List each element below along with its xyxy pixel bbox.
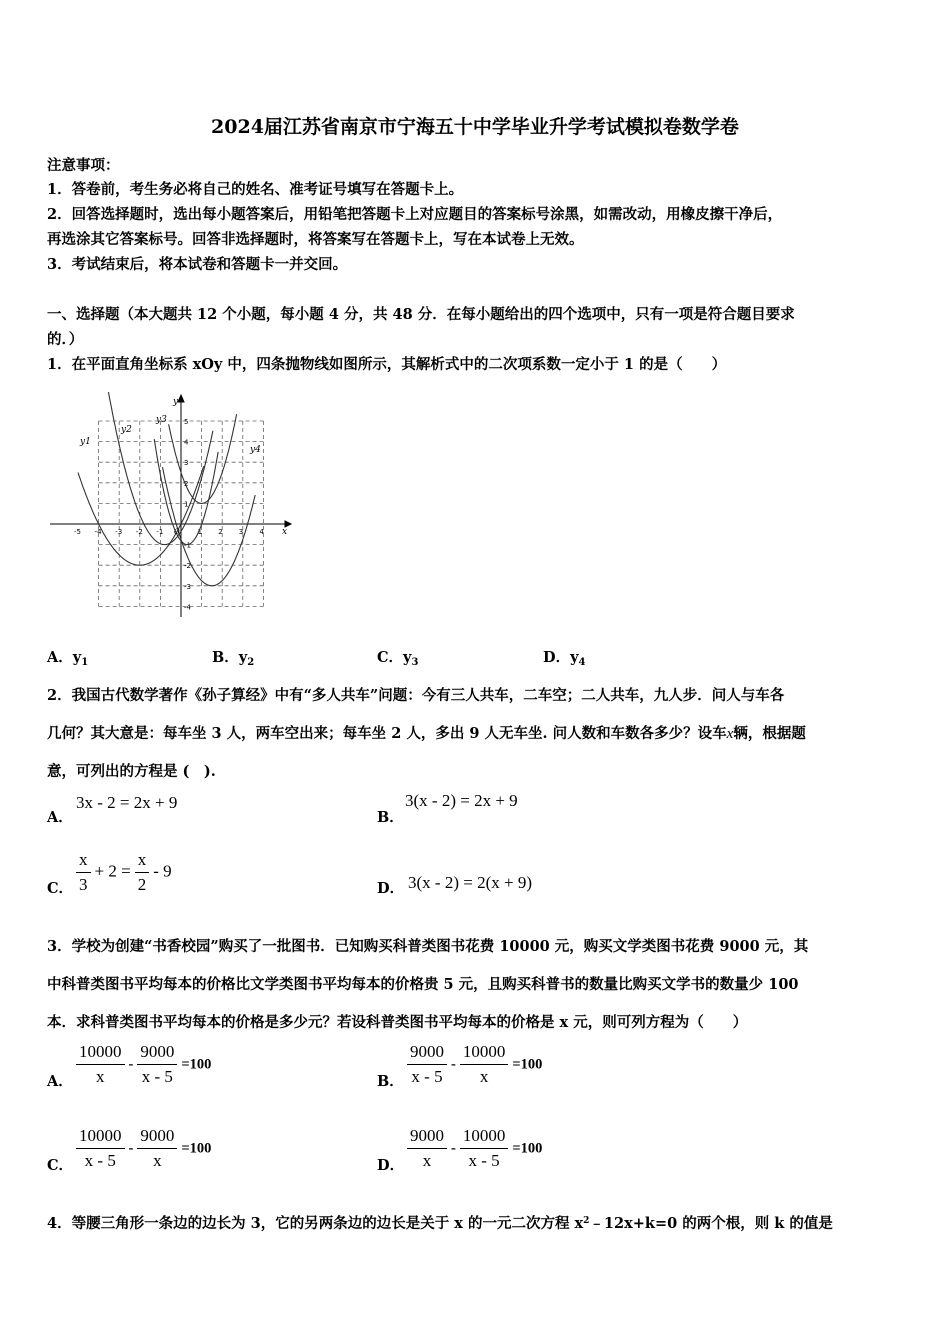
q2-option-b-equation: 3(x - 2) = 2x + 9 (405, 791, 518, 810)
q3-option-a-label[interactable]: A． (47, 1073, 73, 1090)
question-1-text: 1．在平面直角坐标系 xOy 中，四条抛物线如图所示，其解析式中的二次项系数一定小于 1 的是（ ） (47, 356, 727, 373)
q2-option-d-label[interactable]: D． (377, 880, 405, 897)
parabola-graph (45, 392, 295, 622)
x-tick-label: -4 (94, 528, 102, 536)
q1-option-d[interactable]: D．$y_4$ (543, 649, 586, 668)
curve-label-y3: y3 (156, 415, 167, 425)
notice-item: 1．答卷前，考生务必将自己的姓名、准考证号填写在答题卡上。 (47, 181, 464, 198)
x-tick-label: 2 (218, 528, 223, 536)
curve-label-y4: y4 (250, 445, 261, 455)
notice-item: 3．考试结束后，将本试卷和答题卡一并交回。 (47, 256, 348, 273)
q3-option-b-equation: $\frac{9000}{x - 5}$ - $\frac{10000}{x}$ =100 (403, 1042, 542, 1087)
q2-option-a-label[interactable]: A． (47, 809, 73, 826)
q1-option-c[interactable]: C．$y_3$ (377, 649, 419, 668)
q2-option-b-label[interactable]: B． (377, 809, 404, 826)
notice-item: 再选涂其它答案标号。回答非选择题时，将答案写在答题卡上，写在本试卷上无效。 (47, 231, 584, 248)
q3-option-b-label[interactable]: B． (377, 1073, 404, 1090)
x-tick-label: 4 (259, 528, 264, 536)
y-tick-label: -1 (184, 541, 191, 550)
graph-axes (50, 395, 291, 617)
question-2-text: 2．我国古代数学著作《孙子算经》中有“多人共车”问题：今有三人共车，二车空；二人共车，九人步．问人与车各 (47, 687, 785, 704)
question-2-text-cont: 几何？其大意是：每车坐 3 人，两车空出来；每车坐 2 人，多出 9 人无车坐. 问人数和车数各多少？设车x辆，根据题 (47, 725, 806, 742)
x-tick-label: -3 (115, 528, 123, 536)
q3-option-c-label[interactable]: C． (47, 1157, 74, 1174)
question-3-text-end: 本．求科普类图书平均每本的价格是多少元？若设科普类图书平均每本的价格是 x 元，则可列方程为（ ） (47, 1014, 748, 1031)
question-3-text-cont: 中科普类图书平均每本的价格比文学类图书平均每本的价格贵 5 元，且购买科普书的数量比购买文学书的数量少 100 (47, 976, 799, 993)
notice-heading: 注意事项： (47, 157, 120, 174)
x-tick-label: 3 (238, 528, 244, 536)
origin-label: O (174, 528, 180, 536)
section-heading-cont: 的．） (47, 331, 84, 348)
y-tick-label: -4 (184, 603, 191, 612)
curve-label-y2: y2 (121, 425, 132, 435)
section-heading: 一、选择题（本大题共 12 个小题，每小题 4 分，共 48 分．在每小题给出的四个选项中，只有一项是符合题目要求 (47, 306, 795, 323)
y-tick-label: 1 (184, 500, 189, 509)
y-axis-arrow (178, 395, 184, 402)
x-tick-label: -5 (74, 528, 81, 536)
q3-option-c-equation: $\frac{10000}{x - 5}$ - $\frac{9000}{x}$ =100 (72, 1126, 211, 1171)
question-3-text: 3．学校为创建“书香校园”购买了一批图书．已知购买科普类图书花费 10000 元，购买文学类图书花费 9000 元，其 (47, 938, 809, 955)
y-tick-label: -2 (184, 562, 191, 571)
q2-option-a-equation: 3x - 2 = 2x + 9 (76, 793, 178, 812)
q2-option-d-equation: 3(x - 2) = 2(x + 9) (408, 873, 532, 892)
q3-option-a-equation: $\frac{10000}{x}$ - $\frac{9000}{x - 5}$ =100 (72, 1042, 211, 1087)
x-tick-label: 1 (197, 528, 203, 536)
question-2-text-end: 意，可列出的方程是 ( ). (47, 763, 216, 780)
parabola-y3 (154, 439, 218, 544)
y-tick-label: 5 (184, 418, 189, 426)
q2-option-c-label[interactable]: C． (47, 880, 74, 897)
y-tick-label: 3 (184, 459, 189, 468)
q2-option-c-equation: $\frac{x}{3}$ + 2 = $\frac{x}{2}$ - 9 (72, 850, 172, 895)
x-tick-label: -2 (135, 528, 143, 536)
y-tick-label: 4 (184, 438, 189, 447)
notice-item: 2．回答选择题时，选出每小题答案后，用铅笔把答题卡上对应题目的答案标号涂黑，如需改动，用橡皮擦干净后， (47, 206, 783, 223)
parabola-y4 (163, 467, 256, 586)
y-axis-label: y (173, 397, 179, 407)
x-tick-label: -1 (156, 528, 164, 536)
page-title: 2024届江苏省南京市宁海五十中学毕业升学考试模拟卷数学卷 (211, 116, 739, 138)
q3-option-d-label[interactable]: D． (377, 1157, 405, 1174)
question-4-text: 4．等腰三角形一条边的边长为 3，它的另两条边的边长是关于 x 的一元二次方程 $x^2﹣12x+k=0$ 的两个根，则 k 的值是 (47, 1215, 833, 1232)
y-tick-label: 2 (184, 479, 189, 488)
q1-option-b[interactable]: B．$y_2$ (212, 649, 255, 668)
parabola-upper (169, 414, 237, 503)
q1-option-a[interactable]: A．$y_1$ (47, 649, 89, 668)
x-axis-label: x (282, 527, 288, 537)
y-tick-label: -3 (184, 582, 191, 591)
curve-label-y1: y1 (80, 437, 91, 447)
q3-option-d-equation: $\frac{9000}{x}$ - $\frac{10000}{x - 5}$ =100 (403, 1126, 542, 1171)
